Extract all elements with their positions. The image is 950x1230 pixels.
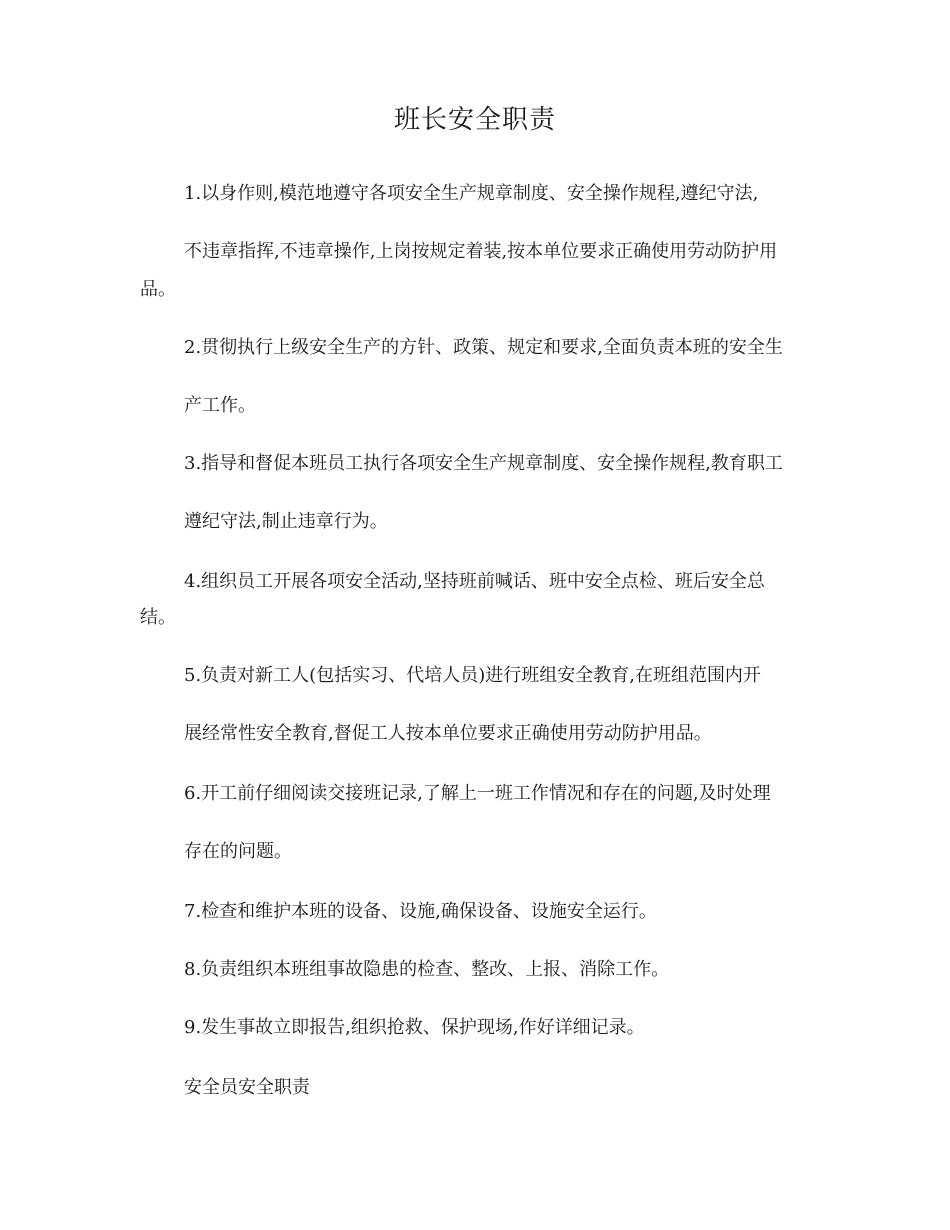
- page-title: 班长安全职责: [393, 105, 556, 135]
- text-line: 7.检查和维护本班的设备、设施,确保设备、设施安全运行。: [184, 901, 657, 922]
- text-line: 6.开工前仔细阅读交接班记录,了解上一班工作情况和存在的问题,及时处理: [184, 783, 771, 804]
- text-line: 展经常性安全教育,督促工人按本单位要求正确使用劳动防护用品。: [184, 723, 712, 744]
- section-heading: 安全员安全职责: [184, 1077, 310, 1098]
- text-line: 5.负责对新工人(包括实习、代培人员)进行班组安全教育,在班组范围内开: [184, 665, 761, 686]
- text-line: 存在的问题。: [184, 841, 292, 862]
- text-line: 8.负责组织本班组事故隐患的检查、整改、上报、消除工作。: [184, 959, 670, 980]
- text-line: 产工作。: [184, 395, 256, 416]
- text-line: 品。: [140, 279, 176, 300]
- text-line: 2.贯彻执行上级安全生产的方针、政策、规定和要求,全面负责本班的安全生: [184, 337, 783, 358]
- text-line: 1.以身作则,模范地遵守各项安全生产规章制度、安全操作规程,遵纪守法,: [184, 183, 759, 204]
- text-line: 结。: [140, 607, 176, 628]
- text-line: 不违章指挥,不违章操作,上岗按规定着装,按本单位要求正确使用劳动防护用: [184, 241, 778, 262]
- text-line: 3.指导和督促本班员工执行各项安全生产规章制度、安全操作规程,教育职工: [184, 453, 783, 474]
- text-line: 9.发生事故立即报告,组织抢救、保护现场,作好详细记录。: [184, 1017, 645, 1038]
- text-line: 遵纪守法,制止违章行为。: [184, 511, 388, 532]
- text-line: 4.组织员工开展各项安全活动,坚持班前喊话、班中安全点检、班后安全总: [184, 571, 765, 592]
